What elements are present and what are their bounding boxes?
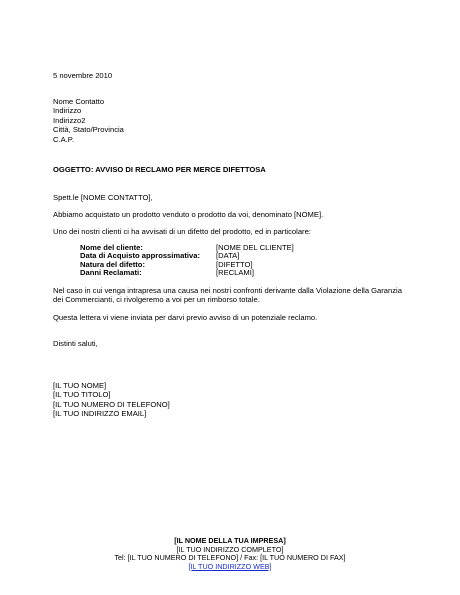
warranty-line-2: dei Commercianti, ci rivolgeremo a voi per un rimborso totale.: [53, 295, 260, 305]
recipient-city-state: Città, Stato/Provincia: [53, 125, 124, 135]
intro2-text: Uno dei nostri clienti ci ha avvisati di un difetto del prodotto, ed in particolare:: [53, 227, 311, 236]
detail-value: [NOME DEL CLIENTE]: [216, 243, 294, 252]
footer-web-link[interactable]: [IL TUO INDIRIZZO WEB]: [188, 561, 272, 571]
footer-contacts: Tel: [IL TUO NUMERO DI TELEFONO] / Fax: [IL TUO NUMERO DI FAX]: [114, 553, 346, 563]
intro-text: Abbiamo acquistato un prodotto venduto o prodotto da voi, denominato [NOME].: [53, 210, 324, 219]
letter-closing: [53, 339, 420, 348]
intro2-paragraph: [53, 227, 420, 236]
recipient-address: [53, 97, 420, 144]
recipient-name: Nome Contatto: [53, 97, 105, 106]
signature-block: [53, 381, 420, 419]
subject-text: OGGETTO: AVVISO DI RECLAMO PER MERCE DIFETTOSA: [53, 165, 266, 174]
signature-email: [IL TUO INDIRIZZO EMAIL]: [53, 409, 147, 419]
letter-footer: [0, 537, 460, 571]
closing-text: Distinti saluti,: [53, 339, 98, 348]
footer-company: [IL NOME DELLA TUA IMPRESA]: [174, 536, 286, 545]
detail-label: Danni Reclamati:: [80, 268, 142, 278]
intro-paragraph: [53, 210, 420, 219]
date-text: 5 novembre 2010: [53, 71, 113, 80]
letter-salutation: [53, 193, 420, 202]
recipient-zip: C.A.P.: [53, 134, 74, 144]
detail-value: [RECLAMI]: [216, 268, 254, 278]
warranty-line-1: Nel caso in cui venga intrapresa una causa nei nostri confronti derivante dalla Violazione della Garanzia: [53, 286, 402, 295]
detail-value: [DIFETTO]: [216, 259, 253, 269]
signature-title: [IL TUO TITOLO]: [53, 390, 111, 400]
notice-paragraph: [53, 313, 420, 322]
signature-phone: [IL TUO NUMERO DI TELEFONO]: [53, 399, 170, 409]
letter-date: [53, 71, 420, 80]
detail-row-damages: [80, 269, 380, 277]
detail-value: [DATA]: [216, 251, 240, 261]
recipient-address2: Indirizzo2: [53, 115, 86, 125]
detail-label: Nome del cliente:: [80, 243, 143, 252]
warranty-paragraph: [53, 286, 420, 305]
detail-label: Natura del difetto:: [80, 259, 145, 269]
defect-details: [80, 244, 380, 278]
signature-name: [IL TUO NOME]: [53, 381, 107, 390]
recipient-address1: Indirizzo: [53, 106, 82, 116]
notice-text: Questa lettera vi viene inviata per darvi previo avviso di un potenziale reclamo.: [53, 313, 318, 322]
detail-label: Data di Acquisto approssimativa:: [80, 251, 200, 261]
salutation-text: Spett.le [NOME CONTATTO],: [53, 193, 153, 202]
letter-subject: [53, 165, 420, 174]
footer-address: [IL TUO INDIRIZZO COMPLETO]: [176, 544, 284, 554]
